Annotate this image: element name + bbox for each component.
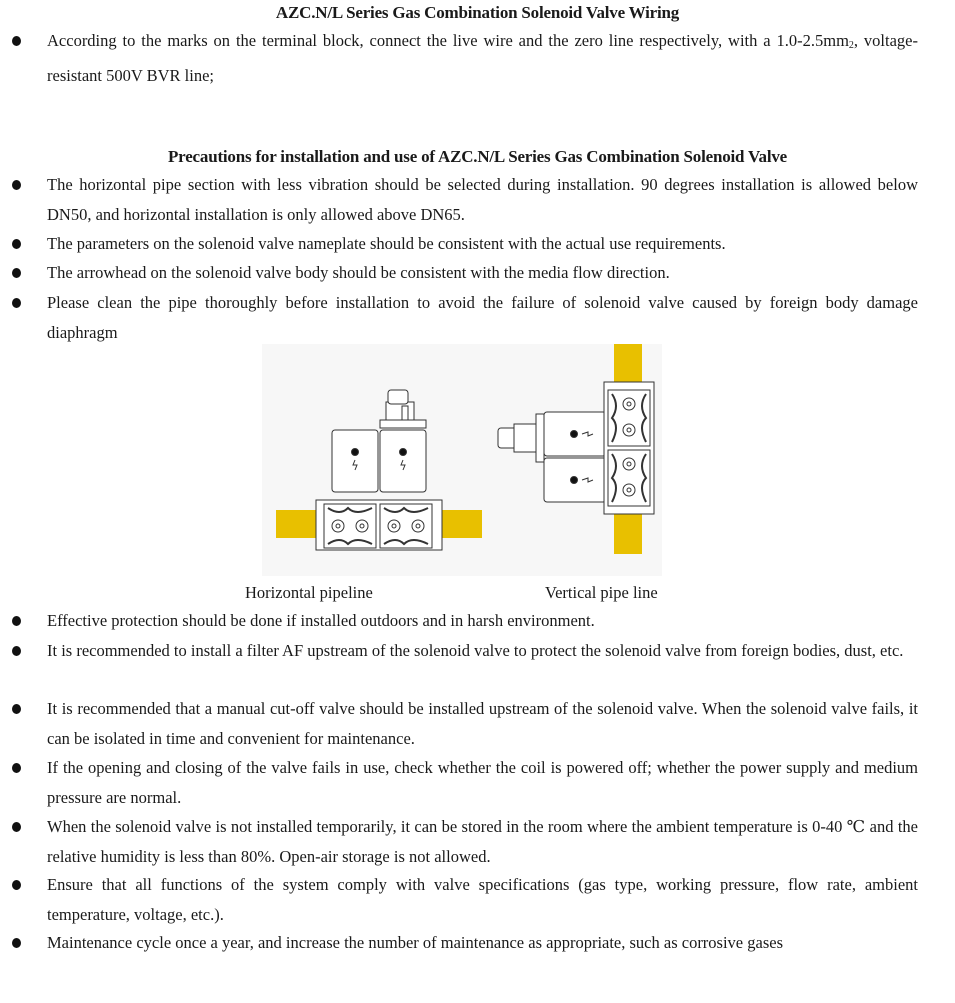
wiring-text-before: According to the marks on the terminal block, connect the live wire and the zero line respectively, with a 1.0-2.5mm	[47, 31, 849, 50]
precaution-bullet	[8, 928, 918, 958]
caption-vertical-pipeline: Vertical pipe line	[545, 583, 658, 602]
precaution-bullet	[8, 229, 918, 259]
caption-horizontal-pipeline: Horizontal pipeline	[245, 583, 373, 602]
bullet-dot-icon	[12, 616, 21, 626]
wiring-bullet	[8, 26, 918, 90]
precaution-text: Effective protection should be done if installed outdoors and in harsh environment.	[47, 611, 595, 630]
bullet-dot-icon	[12, 822, 21, 832]
precaution-bullet	[8, 812, 918, 871]
bullet-dot-icon	[12, 704, 21, 714]
wiring-text-after: , voltage-resistant 500V BVR line;	[47, 31, 918, 85]
bullet-dot-icon	[12, 268, 21, 278]
pipe-left	[276, 510, 316, 538]
precaution-text: It is recommended to install a filter AF upstream of the solenoid valve to protect the solenoid valve from foreign bodies, dust, etc.	[47, 641, 904, 660]
precautions-title: Precautions for installation and use of AZC.N/L Series Gas Combination Solenoid Valve	[167, 147, 787, 166]
pipe-top	[614, 344, 642, 382]
precaution-bullet	[8, 753, 918, 812]
bullet-dot-icon	[12, 180, 21, 190]
horizontal-pipeline-diagram	[276, 390, 482, 550]
bullet-dot-icon	[12, 646, 21, 656]
vertical-pipeline-diagram	[498, 344, 654, 554]
bullet-dot-icon	[12, 298, 21, 308]
valve-diagram	[262, 344, 662, 576]
bullet-dot-icon	[12, 763, 21, 773]
precaution-bullet	[8, 288, 918, 347]
precaution-text: If the opening and closing of the valve fails in use, check whether the coil is powered off; whether the power supply and medium pressure are normal.	[47, 758, 918, 807]
precaution-bullet	[8, 606, 918, 636]
precaution-text: Please clean the pipe thoroughly before installation to avoid the failure of solenoid valve caused by foreign body damage diaphragm	[47, 293, 918, 342]
precaution-text: Maintenance cycle once a year, and increase the number of maintenance as appropriate, such as corrosive gases	[47, 933, 783, 952]
bullet-dot-icon	[12, 36, 21, 46]
bullet-dot-icon	[12, 239, 21, 249]
precaution-text: When the solenoid valve is not installed temporarily, it can be stored in the room where the ambient temperature is 0-40 ℃ and the relative humidity is less than 80%. Open-air storage is not allowed.	[47, 817, 918, 866]
precaution-text: The horizontal pipe section with less vibration should be selected during installation. 90 degrees installation is allowed below DN50, and horizontal installation is only allowed above DN65.	[47, 175, 918, 224]
bullet-dot-icon	[12, 880, 21, 890]
precaution-bullet	[8, 870, 918, 929]
precaution-text: The parameters on the solenoid valve nameplate should be consistent with the actual use requirements.	[47, 234, 726, 253]
wiring-subscript: 2	[848, 40, 854, 51]
wiring-title: AZC.N/L Series Gas Combination Solenoid Valve Wiring	[275, 3, 680, 22]
pipe-right	[442, 510, 482, 538]
pipe-bottom	[614, 514, 642, 554]
precaution-bullet	[8, 170, 918, 229]
bullet-dot-icon	[12, 938, 21, 948]
precaution-text: The arrowhead on the solenoid valve body should be consistent with the media flow direction.	[47, 263, 670, 282]
installation-figure	[262, 344, 662, 576]
precaution-bullet	[8, 694, 918, 753]
precaution-text: It is recommended that a manual cut-off valve should be installed upstream of the solenoid valve. When the solenoid valve fails, it can be isolated in time and convenient for maintenance.	[47, 699, 918, 748]
precaution-bullet	[8, 636, 918, 666]
precaution-bullet	[8, 258, 918, 288]
precaution-text: Ensure that all functions of the system comply with valve specifications (gas type, working pressure, flow rate, ambient temperature, voltage, etc.).	[47, 875, 918, 924]
